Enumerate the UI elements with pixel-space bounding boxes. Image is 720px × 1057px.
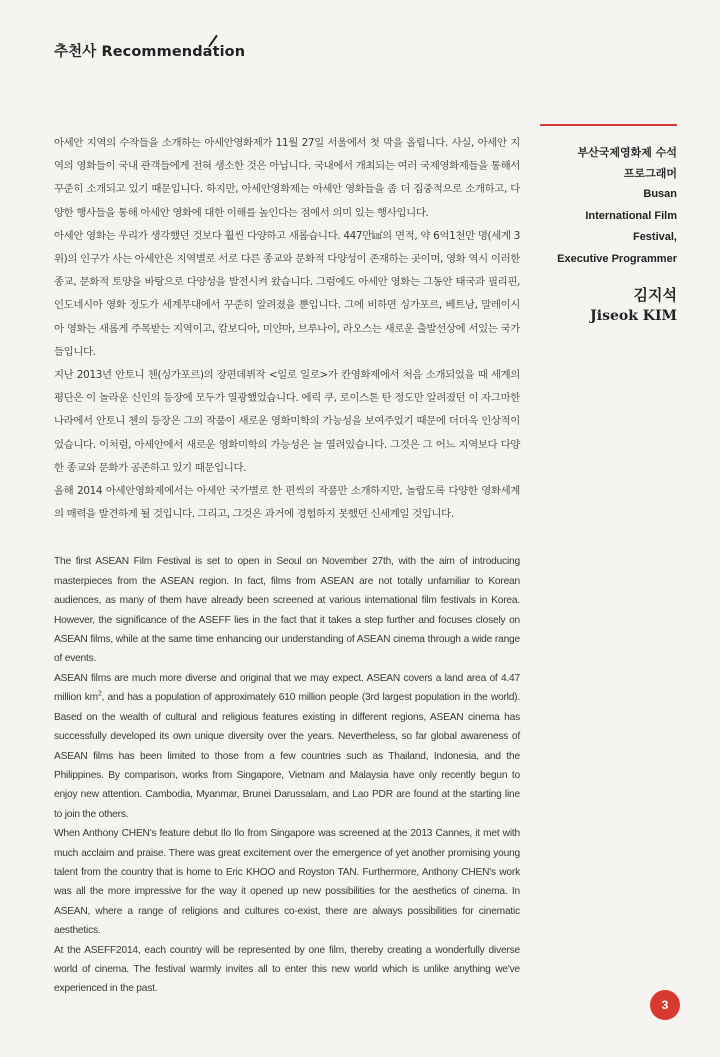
en-paragraph-2-part-1: ASEAN films are much more diverse and original that we may expect. ASEAN covers a land area of 4.47 million km — [54, 672, 520, 704]
author-name-en: Jiseok KIM — [590, 308, 677, 325]
korean-text — [54, 132, 520, 526]
kr-paragraph-1: 아세안 지역의 수작들을 소개하는 아세안영화제가 11월 27일 서울에서 첫 막을 올립니다. 사실, 아세안 지역의 영화들이 국내 관객들에게 전혀 생소한 것은 아닙니다. 국내에서 개최되는 여러 국제영화제들을 통해서 꾸준히 소개되고 있기 때문입니다. 하지만, 아세안영화제는 아세안 영화들을 좀 더 집중적으로 소개하고, 다양한 행사들을 통해 아세안 영화에 대한 이해를 높인다는 점에서 의미 있는 행사입니다. — [54, 137, 520, 219]
en-paragraph-1: The first ASEAN Film Festival is set to open in Seoul on November 27th, with the aim of introducing masterpieces from the ASEAN region. In fact, films from ASEAN are not totally unfamiliar to Korean audiences, as many of them have already been screened at various international film festivals in Korea. However, the significance of the ASEFF lies in the fact that it takes a step further and focuses closely on ASEAN films, while at the same time enhancing our understanding of ASEAN cinema through a wide range of events. — [54, 556, 520, 665]
main-content — [54, 132, 520, 999]
en-paragraph-4: At the ASEFF2014, each country will be represented by one film, thereby creating a wonderfully diverse world of cinema. The festival warmly invites all to enter this new world which is unlike anything we've experienced in the past. — [54, 944, 520, 995]
author-sidebar — [540, 124, 677, 324]
author-role-en-line-1: Busan — [643, 188, 677, 200]
author-role-kr-line-2: 프로그래머 — [623, 167, 677, 180]
sidebar-red-rule — [540, 124, 677, 126]
kr-paragraph-3: 지난 2013년 안토니 첸(싱가포르)의 장편데뷔작 <일로 일로>가 칸영화제에서 처음 소개되었을 때 세계의 평단은 이 놀라운 신인의 등장에 모두가 열광했었습니다. 에릭 쿠, 로이스톤 탄 정도만 알려졌던 이 자그마한 나라에서 안토니 첸의 등장은 그의 작품이 새로운 영화미학의 가능성을 보여주었기 때문에 더더욱 인상적이었습니다. 이처럼, 아세안에서 새로운 영화미학의 가능성은 늘 열려있습니다. 그것은 그 어느 지역보다 다양한 종교와 문화가 공존하고 있기 때문입니다. — [54, 369, 520, 474]
page-header: 추천사 Recommendation — [54, 44, 246, 60]
kr-paragraph-4: 올해 2014 아세안영화제에서는 아세안 국가별로 한 편씩의 작품만 소개하지만, 놀랍도록 다양한 영화세계의 매력을 발견하게 될 것입니다. 그리고, 그것은 과거에 경험하지 못했던 신세계일 것입니다. — [54, 485, 520, 521]
author-name-kr: 김지석 — [633, 286, 677, 305]
author-role-en-line-2: International Film Festival, — [585, 209, 677, 244]
page-number-badge: 3 — [650, 990, 680, 1020]
en-paragraph-3: When Anthony CHEN's feature debut Ilo Ilo from Singapore was screened at the 2013 Cannes, it met with much acclaim and praise. There was great excitement over the emergence of yet another promising young talent from the country that is home to Eric KHOO and Royston TAN. Furthermore, Anthony CHEN's work was all the more impressive for the way it opened up new possibilities for the aesthetics of cinema. In ASEAN, where a range of religions and cultures co-exist, there are always possibilities for cinematic aesthetics. — [54, 828, 520, 937]
kr-paragraph-2: 아세안 영화는 우리가 생각했던 것보다 훨씬 다양하고 새롭습니다. 447만㎢의 면적, 약 6억1천만 명(세계 3위)의 인구가 사는 아세안은 지역별로 서로 다른 종교와 문화적 다양성이 존재하는 곳이며, 영화 역시 이러한 종교, 문화적 토양을 바탕으로 다양성을 발전시켜 왔습니다. 그럼에도 아세안 영화는 그동안 태국과 필리핀, 인도네시아 영화 정도가 세계무대에서 꾸준히 알려졌을 뿐입니다. 그에 비하면 싱가포르, 베트남, 말레이시아 영화는 새롭게 주목받는 지역이고, 캄보디아, 미얀마, 브루나이, 라오스는 새로운 출발선상에 서있는 국가들입니다. — [54, 229, 520, 358]
en-paragraph-2-part-2: , and has a population of approximately 610 million people (3rd largest population in the world). Based on the wealth of cultural and religious features existing in different regions, ASEAN cinema has successfully developed its own unique diversity over the years. Nevertheless, so far global awareness of ASEAN films has been limited to those from a few countries such as Thailand, Indonesia, and the Philippines. By comparison, works from Singapore, Vietnam and Malaysia have only recently begun to enjoy new attention. Cambodia, Myanmar, Brunei Darussalam, and Lao PDR are found at the starting line to join the others. — [54, 692, 520, 820]
en-paragraph-2 — [54, 669, 520, 824]
author-role-en-line-3: Executive Programmer — [557, 252, 677, 265]
superscript-2: 2 — [97, 690, 102, 698]
english-text — [54, 552, 520, 998]
author-role-kr-line-1: 부산국제영화제 수석 — [577, 146, 677, 159]
